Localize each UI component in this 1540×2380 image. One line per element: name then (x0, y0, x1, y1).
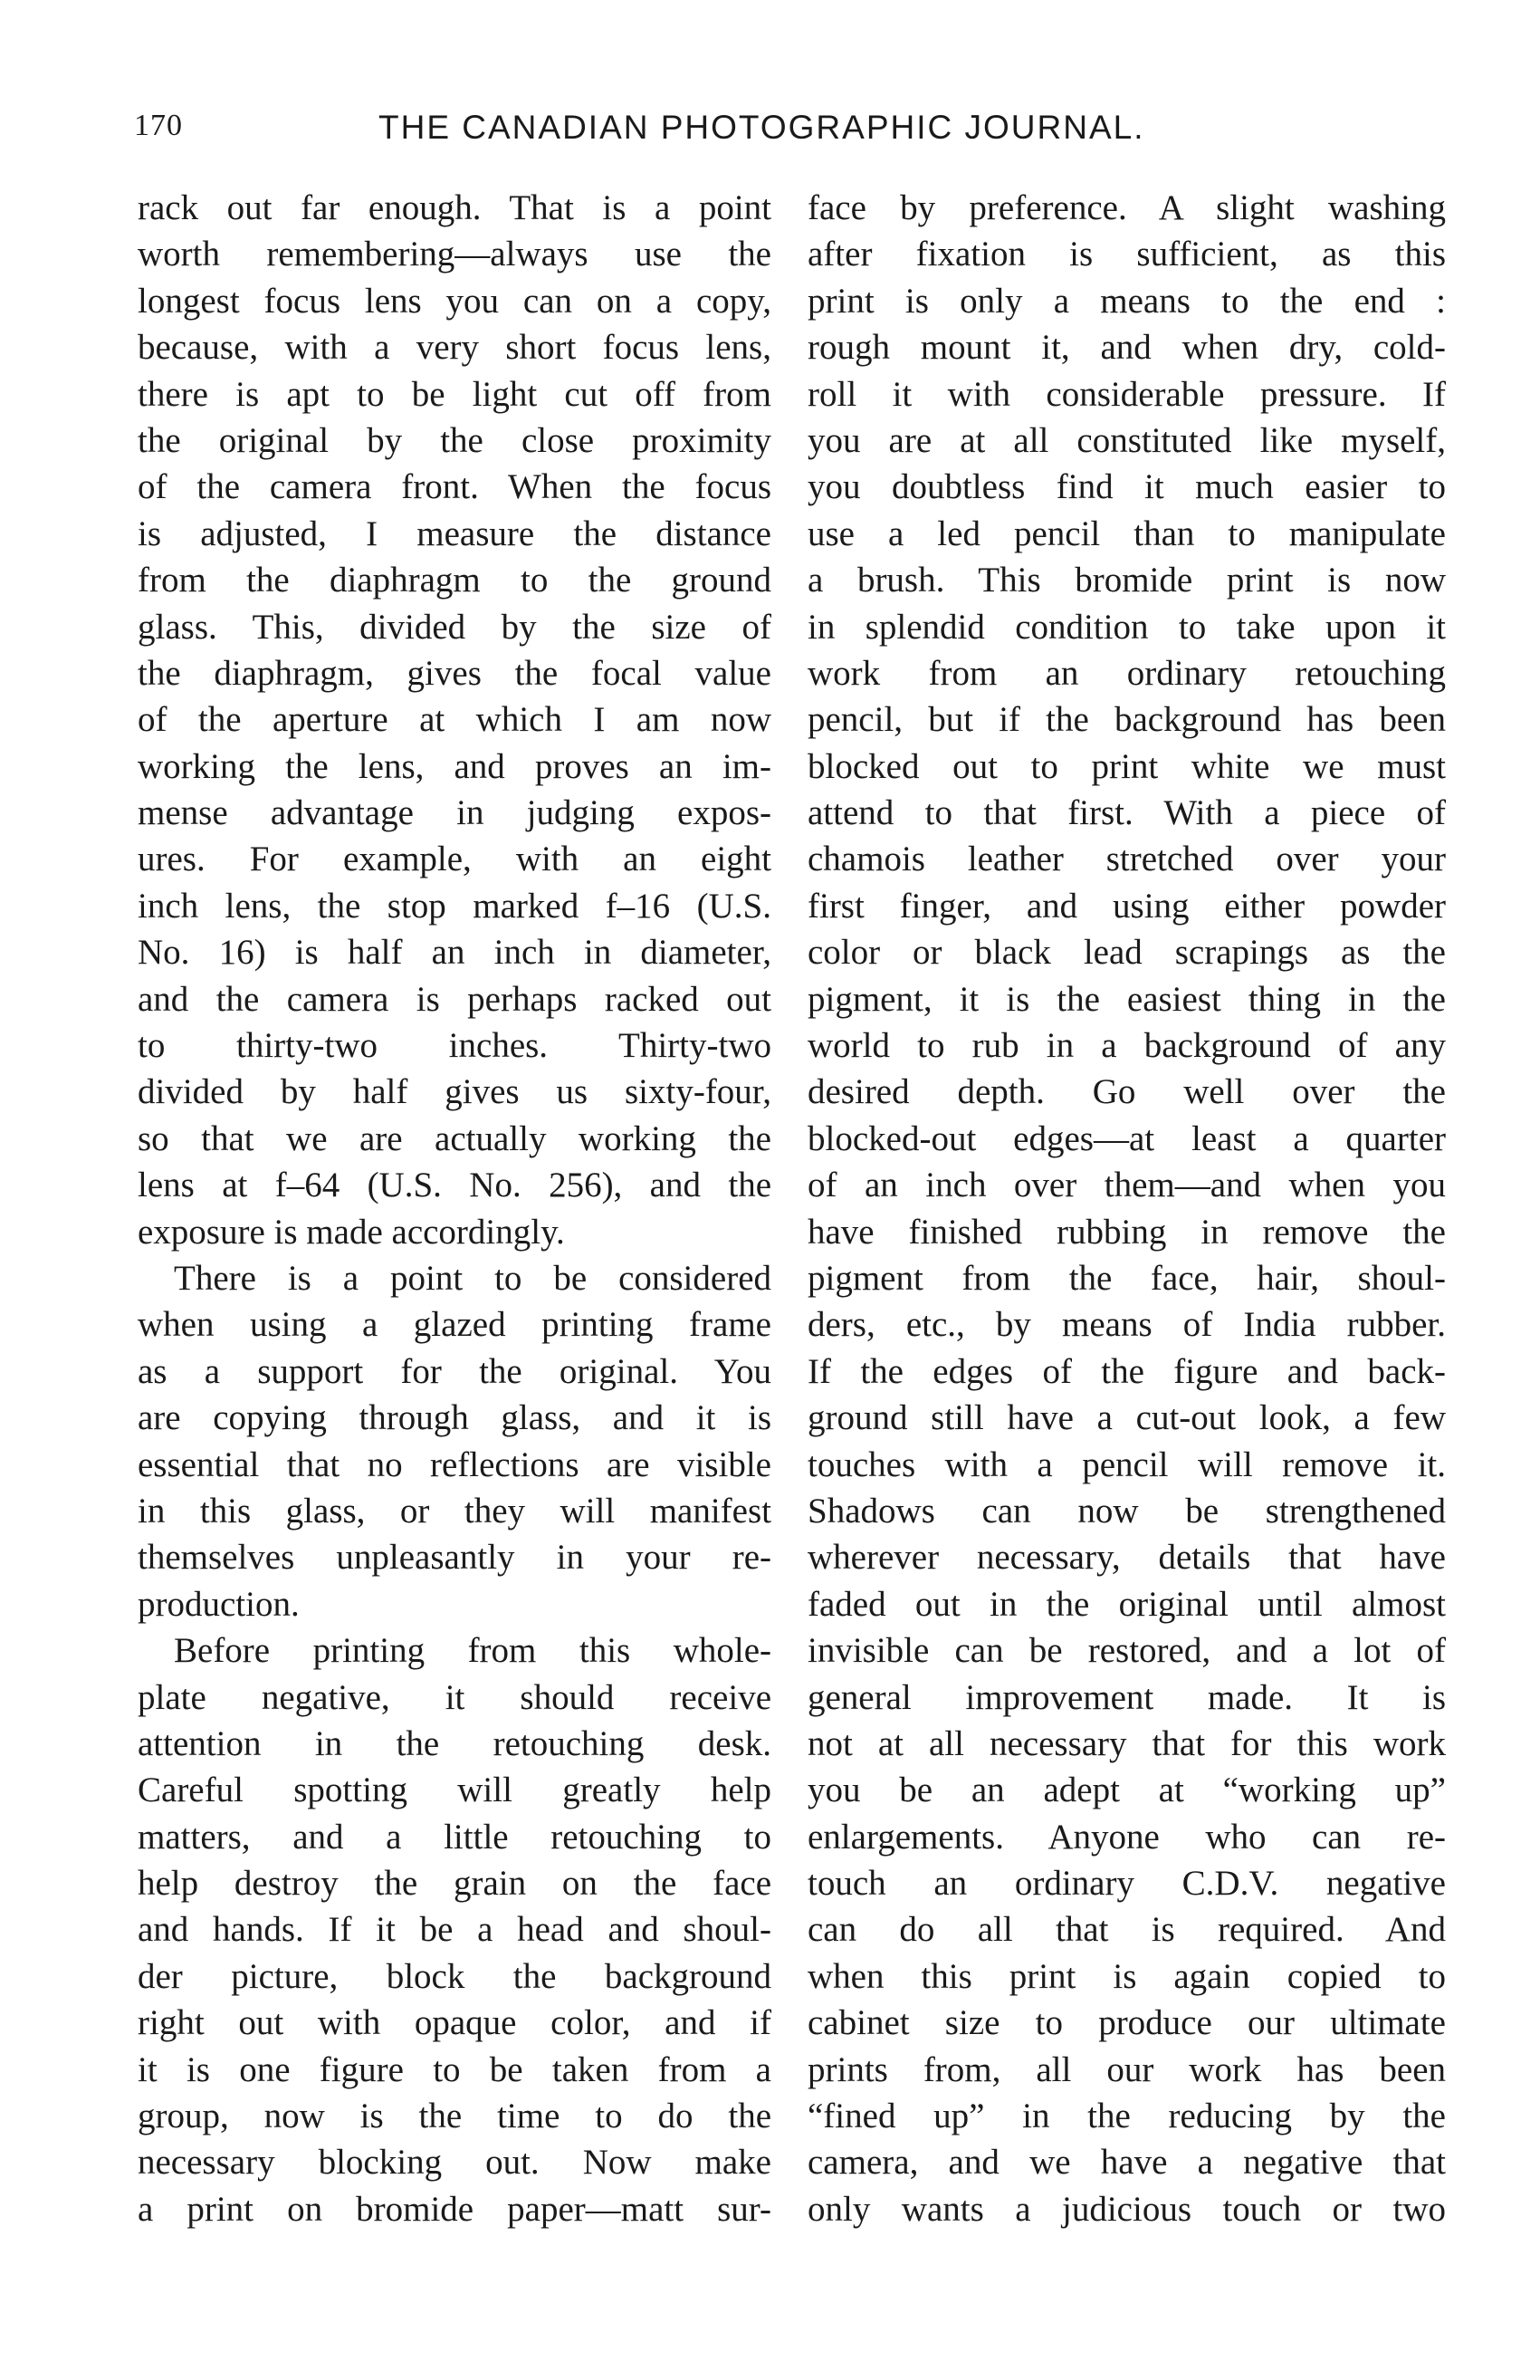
text-line: rack out far enough. That is a point (138, 188, 771, 227)
text-line: divided by half gives us sixty-four, (138, 1072, 771, 1112)
text-line: group, now is the time to do the (138, 2097, 771, 2136)
text-line: Careful spotting will greatly help (138, 1771, 771, 1810)
text-line: attention in the retouching desk. (138, 1723, 771, 1763)
text-line: so that we are actually working the (138, 1118, 771, 1158)
text-line: color or black lead scrapings as the (808, 933, 1446, 973)
text-line: camera, and we have a negative that (808, 2143, 1446, 2183)
text-line: ures. For example, with an eight (138, 840, 771, 879)
text-line: it is one figure to be taken from a (138, 2049, 771, 2089)
text-line: themselves unpleasantly in your re- (138, 1538, 771, 1578)
text-line: right out with opaque color, and if (138, 2003, 771, 2043)
text-line: have finished rubbing in remove the (808, 1212, 1446, 1252)
text-line: exposure is made accordingly. (138, 1212, 565, 1252)
text-line: matters, and a little retouching to (138, 1817, 771, 1857)
text-line: desired depth. Go well over the (808, 1072, 1446, 1112)
text-line: There is a point to be considered (174, 1258, 771, 1298)
text-line: of the camera front. When the focus (138, 467, 771, 507)
text-line: you are at all constituted like myself, (808, 420, 1446, 460)
text-line: a print on bromide paper—matt sur- (138, 2189, 771, 2229)
text-line: a brush. This bromide print is now (808, 561, 1446, 600)
text-line: plate negative, it should receive (138, 1677, 771, 1717)
text-line: necessary blocking out. Now make (138, 2143, 771, 2183)
text-line: from the diaphragm to the ground (138, 561, 771, 600)
text-line: Shadows can now be strengthened (808, 1491, 1446, 1531)
text-line: glass. This, divided by the size of (138, 607, 771, 647)
text-line: the original by the close proximity (138, 420, 771, 460)
text-line: as a support for the original. You (138, 1351, 771, 1391)
text-line: If the edges of the figure and back- (808, 1351, 1446, 1391)
text-line: blocked out to print white we must (808, 746, 1446, 786)
text-line: enlargements. Anyone who can re- (808, 1817, 1446, 1857)
text-line: you doubtless find it much easier to (808, 467, 1446, 507)
text-line: of the aperture at which I am now (138, 700, 771, 740)
text-line: to thirty-two inches. Thirty-two (138, 1026, 771, 1066)
text-line: roll it with considerable pressure. If (808, 374, 1446, 414)
text-line: inch lens, the stop marked f–16 (U.S. (138, 886, 771, 926)
text-line: touches with a pencil will remove it. (808, 1444, 1446, 1484)
text-line: ders, etc., by means of India rubber. (808, 1305, 1446, 1345)
text-line: cabinet size to produce our ultimate (808, 2003, 1446, 2043)
text-line: pigment, it is the easiest thing in the (808, 979, 1446, 1019)
text-line: der picture, block the background (138, 1956, 771, 1996)
text-line: lens at f–64 (U.S. No. 256), and the (138, 1166, 771, 1205)
text-line: world to rub in a background of any (808, 1026, 1446, 1066)
text-line: pigment from the face, hair, shoul- (808, 1258, 1446, 1298)
text-line: longest focus lens you can on a copy, (138, 281, 771, 321)
text-line: No. 16) is half an inch in diameter, (138, 933, 771, 973)
text-line: when using a glazed printing frame (138, 1305, 771, 1345)
text-line: only wants a judicious touch or two (808, 2189, 1446, 2229)
text-line: use a led pencil than to manipulate (808, 513, 1446, 553)
text-line: general improvement made. It is (808, 1677, 1446, 1717)
text-line: worth remembering—always use the (138, 235, 771, 274)
text-line: help destroy the grain on the face (138, 1864, 771, 1904)
text-line: attend to that first. With a piece of (808, 793, 1446, 833)
text-line: essential that no reflections are visible (138, 1444, 771, 1484)
running-head (134, 109, 1447, 163)
text-line: Before printing from this whole- (174, 1631, 771, 1671)
text-line: are copying through glass, and it is (138, 1398, 771, 1438)
text-line: print is only a means to the end : (808, 281, 1446, 321)
text-line: after fixation is sufficient, as this (808, 235, 1446, 274)
text-line: not at all necessary that for this work (808, 1723, 1446, 1763)
text-line: rough mount it, and when dry, cold- (808, 328, 1446, 368)
text-line: pencil, but if the background has been (808, 700, 1446, 740)
text-line: because, with a very short focus lens, (138, 328, 771, 368)
text-line: working the lens, and proves an im- (138, 746, 771, 786)
journal-title: THE CANADIAN PHOTOGRAPHIC JOURNAL. (378, 109, 1145, 146)
text-line: of an inch over them—and when you (808, 1166, 1446, 1205)
text-line: blocked-out edges—at least a quarter (808, 1118, 1446, 1158)
text-line: prints from, all our work has been (808, 2049, 1446, 2089)
page-number: 170 (134, 109, 183, 142)
text-line: work from an ordinary retouching (808, 653, 1446, 693)
text-line: first finger, and using either powder (808, 886, 1446, 926)
text-line: faded out in the original until almost (808, 1584, 1446, 1624)
text-line: and hands. If it be a head and shoul- (138, 1910, 771, 1950)
text-line: can do all that is required. And (808, 1910, 1446, 1950)
text-line: mense advantage in judging expos- (138, 793, 771, 833)
text-line: invisible can be restored, and a lot of (808, 1631, 1446, 1671)
text-line: the diaphragm, gives the focal value (138, 653, 771, 693)
text-line: touch an ordinary C.D.V. negative (808, 1864, 1446, 1904)
text-line: chamois leather stretched over your (808, 840, 1446, 879)
left-text-column (138, 185, 771, 2232)
text-line: is adjusted, I measure the distance (138, 513, 771, 553)
text-line: and the camera is perhaps racked out (138, 979, 771, 1019)
text-line: when this print is again copied to (808, 1956, 1446, 1996)
text-line: in splendid condition to take upon it (808, 607, 1446, 647)
text-line: face by preference. A slight washing (808, 188, 1446, 227)
text-line: there is apt to be light cut off from (138, 374, 771, 414)
text-line: in this glass, or they will manifest (138, 1491, 771, 1531)
text-line: “fined up” in the reducing by the (808, 2097, 1446, 2136)
right-text-column (808, 185, 1446, 2232)
text-line: ground still have a cut-out look, a few (808, 1398, 1446, 1438)
text-line: wherever necessary, details that have (808, 1538, 1446, 1578)
text-line: you be an adept at “working up” (808, 1771, 1446, 1810)
text-line: production. (138, 1584, 300, 1624)
